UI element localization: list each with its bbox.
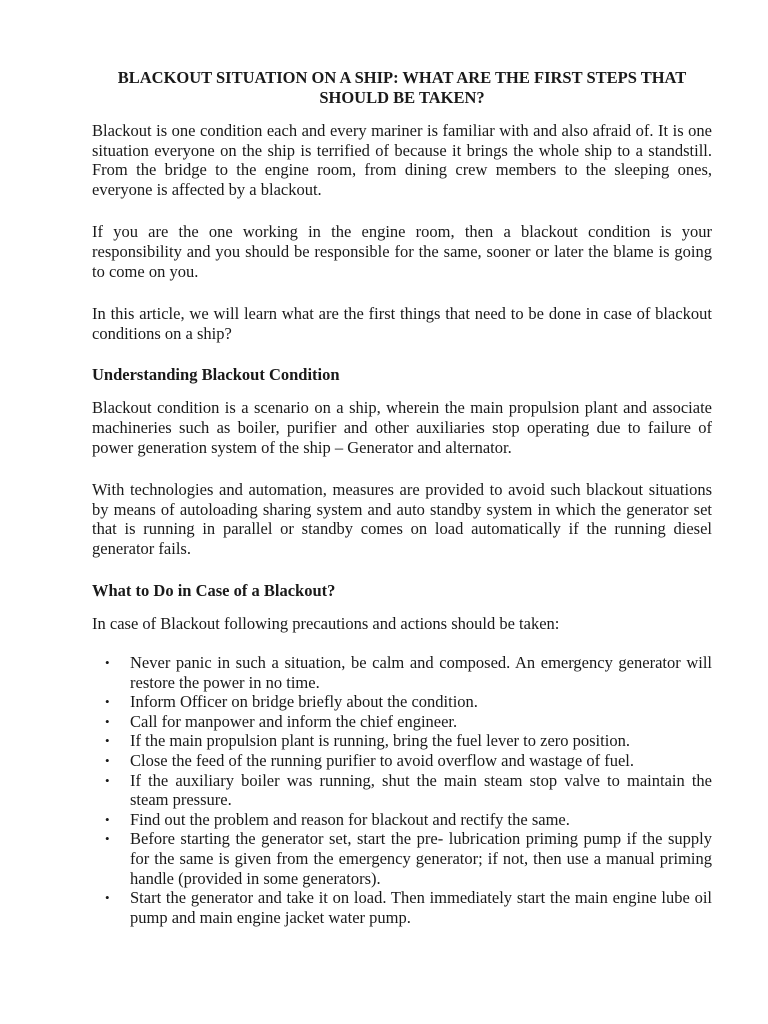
list-item xyxy=(92,653,712,692)
list-item xyxy=(92,810,712,830)
list-item-text: If the auxiliary boiler was running, shut the main steam stop valve to maintain the steam pressure. xyxy=(130,770,712,810)
list-item xyxy=(92,731,712,751)
section-heading-what-to-do: What to Do in Case of a Blackout? xyxy=(92,580,336,600)
bullet-icon: • xyxy=(105,713,110,729)
list-item xyxy=(92,771,712,810)
bullet-icon: • xyxy=(105,831,110,847)
list-item xyxy=(92,692,712,712)
list-item xyxy=(92,888,712,927)
bullet-icon: • xyxy=(105,733,110,749)
section-lead: In case of Blackout following precautions and actions should be taken: xyxy=(92,613,560,633)
list-item-text: Start the generator and take it on load. Then immediately start the main engine lube oil pump and main engine jacket water pump. xyxy=(130,888,712,927)
list-item xyxy=(92,712,712,732)
bullet-icon: • xyxy=(105,890,110,906)
list-item-text: Never panic in such a situation, be calm and composed. An emergency generator will restore the power in no time. xyxy=(130,653,712,692)
list-item-text: If the main propulsion plant is running, bring the fuel lever to zero position. xyxy=(130,731,630,751)
document-page xyxy=(92,68,712,927)
bullet-icon: • xyxy=(105,772,110,788)
bullet-icon: • xyxy=(105,811,110,827)
list-item-text: Close the feed of the running purifier to avoid overflow and wastage of fuel. xyxy=(130,751,635,771)
section-heading-understanding: Understanding Blackout Condition xyxy=(92,365,340,385)
bullet-icon: • xyxy=(105,694,110,710)
intro-paragraph: In this article, we will learn what are the first things that need to be done in case of blackout conditions on a ship? xyxy=(92,304,712,343)
list-item-text: Call for manpower and inform the chief engineer. xyxy=(130,711,458,731)
list-item-text: Inform Officer on bridge briefly about the condition. xyxy=(130,692,478,712)
action-list xyxy=(92,653,712,927)
list-item-text: Find out the problem and reason for blackout and rectify the same. xyxy=(130,809,570,829)
intro-paragraph: Blackout is one condition each and every mariner is familiar with and also afraid of. It is one situation everyone on the ship is terrified of because it brings the whole ship to a standstill. From the bridge to the engine room, from dining crew members to the sleeping ones, everyone is affected by a blackout. xyxy=(92,121,712,199)
bullet-icon: • xyxy=(105,655,110,671)
section-paragraph: With technologies and automation, measures are provided to avoid such blackout situations by means of autoloading sharing system and auto standby system in which the generator set that is running in parallel or standby comes on load automatically if the running diesel generator fails. xyxy=(92,480,712,558)
list-item-text: Before starting the generator set, start the pre- lubrication priming pump if the supply for the same is given from the emergency generator; if not, then use a manual priming handle (provided in some generators). xyxy=(130,829,712,888)
list-item xyxy=(92,751,712,771)
document-title: BLACKOUT SITUATION ON A SHIP: WHAT ARE THE FIRST STEPS THAT SHOULD BE TAKEN? xyxy=(117,68,687,107)
section-paragraph: Blackout condition is a scenario on a ship, wherein the main propulsion plant and associate machineries such as boiler, purifier and other auxiliaries stop operating due to failure of power generation system of the ship – Generator and alternator. xyxy=(92,398,712,457)
intro-paragraph: If you are the one working in the engine room, then a blackout condition is your responsibility and you should be responsible for the same, sooner or later the blame is going to come on you. xyxy=(92,222,712,281)
list-item xyxy=(92,829,712,888)
bullet-icon: • xyxy=(105,753,110,769)
